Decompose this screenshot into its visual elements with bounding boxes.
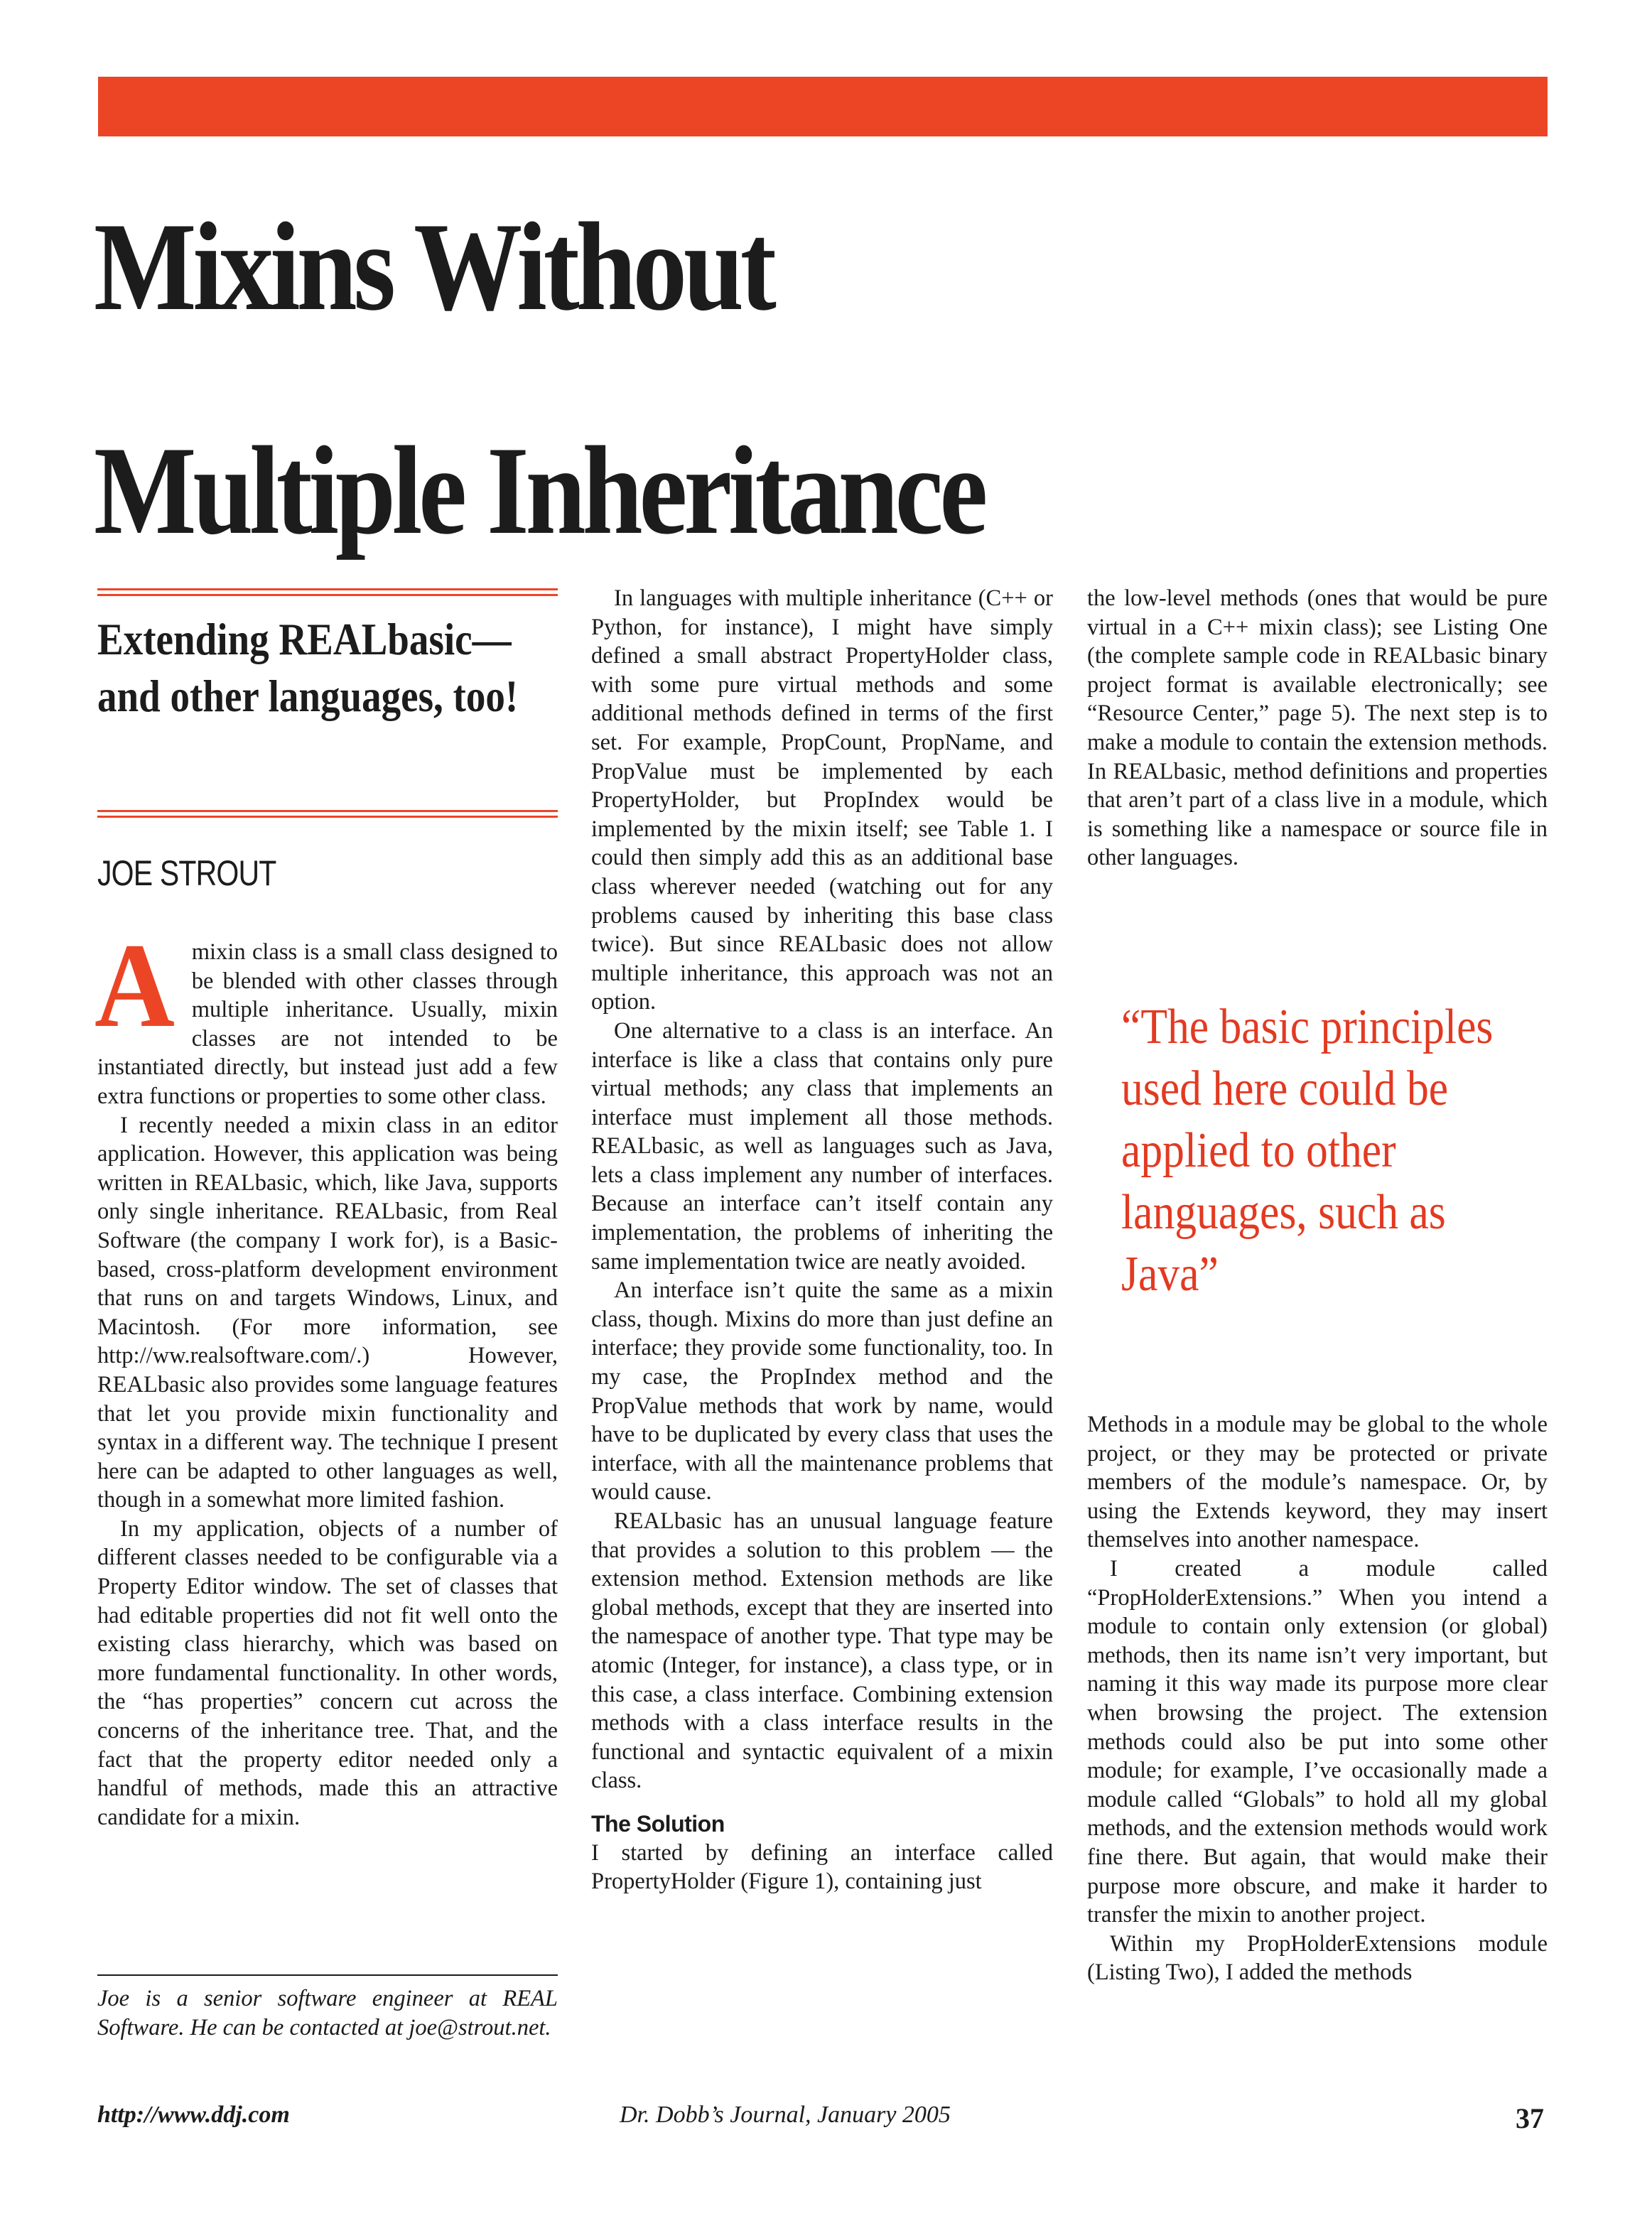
paragraph: the low-level methods (ones that would be pure virtual in a C++ mixin class); see Listing One (the complete sample code in REALbasic binary project format is available electronically; see “Resource Center,” page 5). The next step is to make a module to contain the extension methods. In REALbasic, method definitions and properties that aren’t part of a class live in a module, which is something like a namespace or source file in other languages. [1087, 585, 1548, 871]
pull-quote: “The basic principles used here could be applied to other languages, such as Java” [1121, 1000, 1494, 1302]
drop-cap: A [95, 919, 175, 1052]
article-title [94, 155, 1340, 602]
paragraph: In languages with multiple inheritance (C++ or Python, for instance), I might have simply defined a small abstract PropertyHolder class, with some pure virtual methods and some additional methods defined in terms of the first set. For example, PropCount, PropName, and PropValue must be implemented by each PropertyHolder, but PropIndex would be implemented by the mixin itself; see Table 1. I could then simply add this as an additional base class wherever needed (watching out for any problems caused by inheriting this base class twice). But since REALbasic does not allow multiple inheritance, this approach was not an option. [591, 585, 1053, 1015]
paragraph: An interface isn’t quite the same as a mixin class, though. Mixins do more than just define an interface; they provide some functionality, too. In my case, the PropIndex method and the PropValue methods that work by name, would have to be duplicated by every class that uses the interface, with all the maintenance problems that would cause. [591, 1277, 1053, 1505]
column-2 [591, 584, 1053, 1896]
section-heading: The Solution [591, 1810, 725, 1837]
page-number: 37 [1516, 2102, 1544, 2134]
top-color-bar [98, 77, 1548, 136]
title-line-1: Mixins Without [94, 196, 773, 337]
paragraph: I recently needed a mixin class in an editor application. However, this application was being written in REALbasic, which, like Java, supports only single inheritance. REALbasic, from Real Software (the company I work for), is a Basic-based, cross-platform development environment that runs on and targets Windows, Linux, and Macintosh. (For more information, see http://ww.realsoftware.com/.) However, REALbasic also provides some language features that let you provide mixin functionality and syntax in a different way. The technique I present here can be adapted to other languages as well, though in a somewhat more limited fashion. [97, 1112, 558, 1513]
column-3-bottom [1087, 1410, 1548, 1987]
paragraph-text: mixin class is a small class designed to be blended with other classes through multiple inheritance. Usually, mixin classes are not intended to be instantiated directly, but instead just add a few extra functions or properties to some other class. [97, 939, 558, 1109]
footer-magazine: Dr. Dobb’s Journal, January 2005 [620, 2102, 951, 2128]
paragraph: I created a module called “PropHolderExtensions.” When you intend a module to contain only extension (or global) methods, then its name isn’t very important, but naming it this way made its purpose more clear when browsing the project. The extension methods could also be put into some other module; for example, I’ve occasionally made a module called “Globals” to hold all my global methods, and the extension methods would work fine there. But again, that would make their purpose more obscure, and make it harder to transfer the mixin to another project. [1087, 1555, 1548, 1928]
paragraph: Within my PropHolderExtensions module (Listing Two), I added the methods [1087, 1930, 1548, 1986]
paragraph: REALbasic has an unusual language feature that provides a solution to this problem — the extension method. Extension methods are like global methods, except that they are inserted into the namespace of another type. That type may be atomic (Integer, for instance), a class type, or in this case, a class interface. Combining extension methods with a class interface results in the functional and syntactic equivalent of a mixin class. [591, 1508, 1053, 1794]
title-line-2: Multiple Inheritance [94, 420, 985, 561]
deck-rule-bottom [97, 810, 558, 818]
paragraph: In my application, objects of a number of different classes needed to be configurable via a Property Editor window. The set of classes that had editable properties did not fit well onto the existing class hierarchy, which was based on more fundamental functionality. In other words, the “has properties” concern cut across the concerns of the inheritance tree. That, and the fact that the property editor needed only a handful of methods, made this an attractive candidate for a mixin. [97, 1515, 558, 1830]
deck-rule-top [97, 588, 558, 596]
paragraph: I started by defining an interface called PropertyHolder (Figure 1), containing just [591, 1839, 1053, 1895]
bio-rule [97, 1974, 558, 1976]
author-bio: Joe is a senior software engineer at REAL Software. He can be contacted at joe@strout.net. [97, 1986, 558, 2040]
article-deck: Extending REALbasic—and other languages, too! [97, 614, 519, 721]
paragraph [95, 919, 558, 1111]
footer-url: http://www.ddj.com [97, 2102, 290, 2128]
author-byline: JOE STROUT [97, 853, 276, 893]
paragraph: Methods in a module may be global to the whole project, or they may be protected or private members of the module’s namespace. Or, by using the Extends keyword, they may insert themselves into another namespace. [1087, 1412, 1548, 1553]
paragraph: One alternative to a class is an interface. An interface is like a class that contains only pure virtual methods; any class that implements an interface must implement all those methods. REALbasic, as well as languages such as Java, lets a class implement any number of interfaces. Because an interface can’t itself contain any implementation, the problems of inheriting the same implementation twice are neatly avoided. [591, 1017, 1053, 1275]
column-3-top [1087, 584, 1548, 872]
column-1 [95, 919, 558, 1832]
